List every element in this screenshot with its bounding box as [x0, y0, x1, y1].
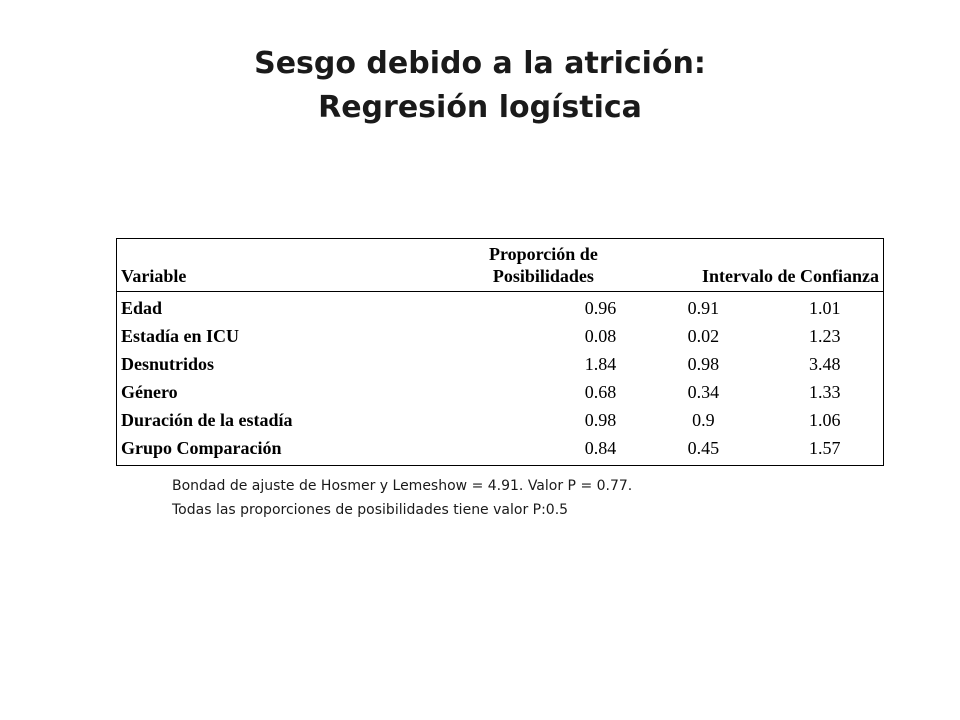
row-odds: 0.98: [584, 410, 617, 430]
header-odds-line-2: Posibilidades: [492, 266, 594, 286]
regression-table-box: [116, 238, 884, 466]
title-line-1: Sesgo debido a la atrición:: [254, 46, 706, 81]
table-header-row: [117, 239, 883, 292]
footnote-p-value: Todas las proporciones de posibilidades tiene valor P:0.5: [172, 502, 569, 518]
header-confidence-interval: Intervalo de Confianza: [640, 239, 883, 292]
row-odds: 0.96: [584, 298, 617, 318]
row-variable: Desnutridos: [121, 354, 215, 374]
footnotes: [172, 474, 632, 522]
row-ci-low: 0.9: [692, 410, 715, 430]
row-variable: Género: [121, 382, 178, 402]
row-variable: Estadía en ICU: [121, 326, 240, 346]
row-odds: 0.68: [584, 382, 617, 402]
row-odds: 0.08: [584, 326, 617, 346]
row-ci-low: 0.02: [687, 326, 720, 346]
table-row: [117, 350, 883, 378]
header-odds-line-1: Proporción de: [488, 244, 598, 264]
row-variable: Edad: [121, 298, 163, 318]
table-row: [117, 292, 883, 323]
header-odds-ratio: [447, 239, 641, 292]
row-ci-high: 1.33: [809, 382, 841, 402]
footnote-goodness-of-fit: Bondad de ajuste de Hosmer y Lemeshow = 4.91. Valor P = 0.77.: [172, 478, 633, 494]
row-ci-low: 0.91: [687, 298, 720, 318]
row-ci-high: 1.23: [809, 326, 841, 346]
row-ci-low: 0.98: [687, 354, 720, 374]
row-odds: 1.84: [584, 354, 617, 374]
regression-table: [117, 239, 883, 462]
row-variable: Duración de la estadía: [121, 410, 293, 430]
row-ci-high: 1.06: [809, 410, 841, 430]
title-line-2: Regresión logística: [318, 90, 642, 125]
row-ci-low: 0.45: [687, 438, 720, 458]
table-row: [117, 322, 883, 350]
table-row: [117, 378, 883, 406]
header-variable: Variable: [117, 239, 447, 292]
slide-title: [0, 42, 960, 130]
row-variable: Grupo Comparación: [121, 438, 282, 458]
row-odds: 0.84: [584, 438, 617, 458]
row-ci-high: 1.57: [809, 438, 841, 458]
row-ci-low: 0.34: [687, 382, 720, 402]
table-row: [117, 434, 883, 462]
table-row: [117, 406, 883, 434]
row-ci-high: 3.48: [809, 354, 841, 374]
row-ci-high: 1.01: [809, 298, 841, 318]
